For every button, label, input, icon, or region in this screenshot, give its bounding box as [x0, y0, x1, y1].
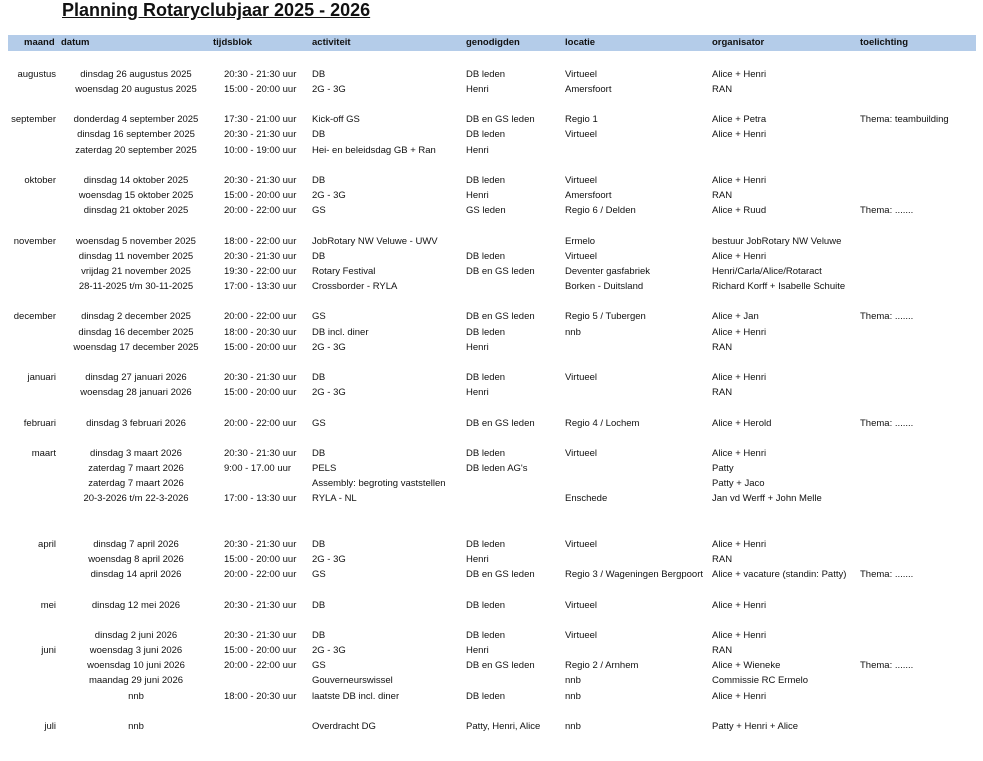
cell-activiteit: JobRotary NW Veluwe - UWV — [312, 236, 438, 247]
header-tijdsblok: tijdsblok — [213, 37, 253, 48]
cell-datum: dinsdag 2 juni 2026 — [94, 630, 178, 641]
cell-organisator: Alice + Wieneke — [712, 660, 781, 671]
cell-tijd: 20:00 - 22:00 uur — [224, 311, 297, 322]
cell-organisator: Alice + vacature (standin: Patty) — [712, 569, 847, 580]
cell-tijd: 18:00 - 22:00 uur — [224, 236, 297, 247]
cell-locatie: Regio 6 / Delden — [565, 205, 636, 216]
cell-datum: dinsdag 26 augustus 2025 — [80, 69, 192, 80]
cell-datum: nnb — [128, 721, 144, 732]
cell-datum: dinsdag 27 januari 2026 — [85, 372, 187, 383]
cell-locatie: Borken - Duitsland — [565, 281, 644, 292]
cell-tijd: 20:00 - 22:00 uur — [224, 569, 297, 580]
cell-datum: 20-3-2026 t/m 22-3-2026 — [83, 493, 189, 504]
cell-toelichting: Thema: ....... — [860, 311, 914, 322]
cell-locatie: Deventer gasfabriek — [565, 266, 651, 277]
cell-activiteit: DB — [312, 600, 326, 611]
cell-genodigden: Patty, Henri, Alice — [466, 721, 541, 732]
cell-maand: maart — [31, 448, 56, 459]
header-datum: datum — [61, 37, 90, 48]
cell-maand: december — [13, 311, 56, 322]
cell-locatie: Regio 2 / Arnhem — [565, 660, 639, 671]
header-toelichting: toelichting — [860, 37, 909, 48]
cell-maand: juli — [44, 721, 56, 732]
cell-locatie: nnb — [565, 721, 581, 732]
cell-locatie: Virtueel — [565, 630, 598, 641]
cell-locatie: Virtueel — [565, 129, 598, 140]
cell-tijd: 15:00 - 20:00 uur — [224, 190, 297, 201]
cell-tijd: 20:30 - 21:30 uur — [224, 539, 297, 550]
cell-activiteit: GS — [312, 569, 326, 580]
cell-toelichting: Thema: ....... — [860, 569, 914, 580]
cell-toelichting: Thema: teambuilding — [860, 114, 949, 125]
cell-organisator: Patty — [712, 463, 734, 474]
cell-datum: woensdag 3 juni 2026 — [89, 645, 183, 656]
cell-locatie: Enschede — [565, 493, 608, 504]
cell-activiteit: Overdracht DG — [312, 721, 376, 732]
cell-datum: woensdag 15 oktober 2025 — [78, 190, 194, 201]
cell-locatie: nnb — [565, 691, 581, 702]
cell-genodigden: DB leden — [466, 372, 506, 383]
cell-genodigden: DB leden — [466, 691, 506, 702]
cell-genodigden: DB en GS leden — [466, 418, 535, 429]
cell-datum: woensdag 20 augustus 2025 — [75, 84, 197, 95]
cell-organisator: RAN — [712, 645, 733, 656]
cell-genodigden: Henri — [466, 190, 489, 201]
cell-organisator: Alice + Petra — [712, 114, 767, 125]
cell-locatie: Amersfoort — [565, 84, 612, 95]
cell-tijd: 20:30 - 21:30 uur — [224, 448, 297, 459]
cell-genodigden: DB leden — [466, 630, 506, 641]
cell-tijd: 20:30 - 21:30 uur — [224, 69, 297, 80]
header-locatie: locatie — [565, 37, 596, 48]
cell-genodigden: DB en GS leden — [466, 114, 535, 125]
cell-genodigden: DB leden — [466, 327, 506, 338]
cell-datum: woensdag 5 november 2025 — [76, 236, 196, 247]
cell-genodigden: DB en GS leden — [466, 266, 535, 277]
cell-maand: juni — [41, 645, 56, 656]
cell-locatie: Virtueel — [565, 539, 598, 550]
cell-locatie: Regio 5 / Tubergen — [565, 311, 646, 322]
cell-organisator: RAN — [712, 342, 733, 353]
cell-organisator: bestuur JobRotary NW Veluwe — [712, 236, 842, 247]
cell-locatie: Virtueel — [565, 600, 598, 611]
cell-datum: nnb — [128, 691, 144, 702]
cell-genodigden: Henri — [466, 145, 489, 156]
cell-datum: dinsdag 16 september 2025 — [77, 129, 195, 140]
cell-maand: september — [11, 114, 56, 125]
cell-locatie: nnb — [565, 675, 581, 686]
cell-organisator: Alice + Henri — [712, 372, 767, 383]
cell-activiteit: DB — [312, 251, 326, 262]
cell-genodigden: DB leden AG's — [466, 463, 528, 474]
header-activiteit: activiteit — [312, 37, 351, 48]
cell-organisator: Commissie RC Ermelo — [712, 675, 809, 686]
cell-activiteit: 2G - 3G — [312, 342, 346, 353]
cell-genodigden: DB en GS leden — [466, 311, 535, 322]
cell-tijd: 20:30 - 21:30 uur — [224, 129, 297, 140]
cell-activiteit: RYLA - NL — [312, 493, 357, 504]
cell-activiteit: Hei- en beleidsdag GB + Ran — [312, 145, 436, 156]
cell-datum: dinsdag 7 april 2026 — [93, 539, 179, 550]
cell-tijd: 10:00 - 19:00 uur — [224, 145, 297, 156]
cell-datum: 28-11-2025 t/m 30-11-2025 — [78, 281, 194, 292]
cell-tijd: 19:30 - 22:00 uur — [224, 266, 297, 277]
header-maand: maand — [24, 37, 55, 48]
cell-activiteit: DB — [312, 539, 326, 550]
cell-tijd: 18:00 - 20:30 uur — [224, 327, 297, 338]
cell-tijd: 20:00 - 22:00 uur — [224, 205, 297, 216]
cell-tijd: 20:30 - 21:30 uur — [224, 372, 297, 383]
cell-activiteit: DB — [312, 372, 326, 383]
cell-locatie: Regio 1 — [565, 114, 598, 125]
cell-organisator: Patty + Jaco — [712, 478, 765, 489]
cell-tijd: 15:00 - 20:00 uur — [224, 554, 297, 565]
cell-datum: dinsdag 12 mei 2026 — [91, 600, 181, 611]
cell-organisator: Alice + Henri — [712, 69, 767, 80]
cell-genodigden: Henri — [466, 84, 489, 95]
cell-locatie: Virtueel — [565, 251, 598, 262]
cell-datum: vrijdag 21 november 2025 — [81, 266, 191, 277]
cell-maand: januari — [27, 372, 56, 383]
cell-locatie: Virtueel — [565, 448, 598, 459]
cell-organisator: Alice + Henri — [712, 448, 767, 459]
cell-organisator: Alice + Henri — [712, 129, 767, 140]
cell-activiteit: Assembly: begroting vaststellen — [312, 478, 446, 489]
cell-activiteit: Crossborder - RYLA — [312, 281, 398, 292]
cell-activiteit: DB — [312, 630, 326, 641]
cell-datum: zaterdag 7 maart 2026 — [88, 463, 184, 474]
cell-organisator: Alice + Ruud — [712, 205, 767, 216]
cell-organisator: RAN — [712, 554, 733, 565]
cell-genodigden: DB leden — [466, 448, 506, 459]
cell-genodigden: Henri — [466, 387, 489, 398]
cell-activiteit: DB — [312, 175, 326, 186]
cell-activiteit: 2G - 3G — [312, 387, 346, 398]
cell-genodigden: Henri — [466, 342, 489, 353]
cell-organisator: Alice + Henri — [712, 539, 767, 550]
cell-tijd: 20:30 - 21:30 uur — [224, 630, 297, 641]
cell-tijd: 15:00 - 20:00 uur — [224, 645, 297, 656]
cell-genodigden: Henri — [466, 645, 489, 656]
cell-tijd: 20:30 - 21:30 uur — [224, 175, 297, 186]
cell-organisator: Alice + Henri — [712, 691, 767, 702]
cell-organisator: Alice + Henri — [712, 600, 767, 611]
cell-organisator: Patty + Henri + Alice — [712, 721, 799, 732]
cell-locatie: Virtueel — [565, 372, 598, 383]
cell-activiteit: 2G - 3G — [312, 84, 346, 95]
cell-genodigden: DB leden — [466, 69, 506, 80]
cell-datum: dinsdag 3 februari 2026 — [86, 418, 186, 429]
cell-activiteit: 2G - 3G — [312, 645, 346, 656]
cell-organisator: Alice + Jan — [712, 311, 759, 322]
cell-toelichting: Thema: ....... — [860, 205, 914, 216]
cell-tijd: 17:00 - 13:30 uur — [224, 493, 297, 504]
cell-maand: februari — [23, 418, 56, 429]
cell-tijd: 15:00 - 20:00 uur — [224, 342, 297, 353]
page-title: Planning Rotaryclubjaar 2025 - 2026 — [62, 0, 371, 20]
cell-tijd: 17:30 - 21:00 uur — [224, 114, 297, 125]
cell-organisator: Alice + Henri — [712, 251, 767, 262]
cell-locatie: Regio 3 / Wageningen Bergpoort — [565, 569, 704, 580]
cell-activiteit: DB — [312, 129, 326, 140]
cell-datum: maandag 29 juni 2026 — [88, 675, 184, 686]
cell-datum: woensdag 17 december 2025 — [73, 342, 199, 353]
cell-genodigden: DB leden — [466, 251, 506, 262]
cell-locatie: Virtueel — [565, 175, 598, 186]
cell-tijd: 20:30 - 21:30 uur — [224, 251, 297, 262]
cell-activiteit: GS — [312, 205, 326, 216]
cell-maand: mei — [40, 600, 56, 611]
cell-datum: zaterdag 20 september 2025 — [75, 145, 197, 156]
cell-maand: augustus — [17, 69, 56, 80]
cell-activiteit: GS — [312, 311, 326, 322]
cell-activiteit: GS — [312, 418, 326, 429]
cell-toelichting: Thema: ....... — [860, 418, 914, 429]
cell-maand: oktober — [24, 175, 56, 186]
cell-locatie: Virtueel — [565, 69, 598, 80]
cell-genodigden: Henri — [466, 554, 489, 565]
cell-organisator: Alice + Henri — [712, 630, 767, 641]
cell-maand: november — [13, 236, 56, 247]
cell-genodigden: GS leden — [466, 205, 506, 216]
header-genodigden: genodigden — [466, 37, 520, 48]
cell-datum: dinsdag 2 december 2025 — [81, 311, 191, 322]
cell-tijd: 18:00 - 20:30 uur — [224, 691, 297, 702]
cell-activiteit: DB — [312, 448, 326, 459]
cell-activiteit: 2G - 3G — [312, 554, 346, 565]
cell-activiteit: DB incl. diner — [312, 327, 369, 338]
cell-genodigden: DB leden — [466, 539, 506, 550]
cell-tijd: 9:00 - 17.00 uur — [224, 463, 292, 474]
cell-tijd: 20:00 - 22:00 uur — [224, 418, 297, 429]
cell-activiteit: Rotary Festival — [312, 266, 376, 277]
cell-tijd: 17:00 - 13:30 uur — [224, 281, 297, 292]
cell-locatie: Ermelo — [565, 236, 596, 247]
cell-datum: woensdag 10 juni 2026 — [87, 660, 185, 671]
cell-locatie: Amersfoort — [565, 190, 612, 201]
cell-activiteit: PELS — [312, 463, 337, 474]
cell-activiteit: Gouverneurswissel — [312, 675, 393, 686]
cell-datum: dinsdag 11 november 2025 — [78, 251, 194, 262]
cell-activiteit: Kick-off GS — [312, 114, 360, 125]
cell-genodigden: DB leden — [466, 600, 506, 611]
cell-organisator: RAN — [712, 84, 733, 95]
cell-organisator: Alice + Henri — [712, 327, 767, 338]
cell-organisator: Alice + Henri — [712, 175, 767, 186]
cell-datum: zaterdag 7 maart 2026 — [88, 478, 184, 489]
cell-activiteit: DB — [312, 69, 326, 80]
cell-tijd: 20:30 - 21:30 uur — [224, 600, 297, 611]
cell-datum: donderdag 4 september 2025 — [73, 114, 199, 125]
cell-organisator: Richard Korff + Isabelle Schuite — [712, 281, 846, 292]
cell-datum: dinsdag 14 oktober 2025 — [83, 175, 189, 186]
cell-organisator: RAN — [712, 387, 733, 398]
cell-organisator: Alice + Herold — [712, 418, 772, 429]
cell-datum: dinsdag 14 april 2026 — [90, 569, 182, 580]
cell-tijd: 20:00 - 22:00 uur — [224, 660, 297, 671]
cell-datum: woensdag 8 april 2026 — [88, 554, 184, 565]
cell-locatie: nnb — [565, 327, 581, 338]
cell-genodigden: DB en GS leden — [466, 569, 535, 580]
cell-toelichting: Thema: ....... — [860, 660, 914, 671]
cell-datum: dinsdag 16 december 2025 — [78, 327, 194, 338]
cell-organisator: RAN — [712, 190, 733, 201]
cell-maand: april — [38, 539, 56, 550]
cell-datum: dinsdag 3 maart 2026 — [90, 448, 182, 459]
cell-organisator: Jan vd Werff + John Melle — [712, 493, 822, 504]
cell-genodigden: DB leden — [466, 175, 506, 186]
cell-datum: woensdag 28 januari 2026 — [80, 387, 192, 398]
header-organisator: organisator — [712, 37, 765, 48]
cell-genodigden: DB leden — [466, 129, 506, 140]
cell-activiteit: laatste DB incl. diner — [312, 691, 400, 702]
cell-locatie: Regio 4 / Lochem — [565, 418, 640, 429]
cell-organisator: Henri/Carla/Alice/Rotaract — [712, 266, 822, 277]
cell-tijd: 15:00 - 20:00 uur — [224, 387, 297, 398]
cell-activiteit: 2G - 3G — [312, 190, 346, 201]
cell-genodigden: DB en GS leden — [466, 660, 535, 671]
cell-datum: dinsdag 21 oktober 2025 — [83, 205, 189, 216]
cell-tijd: 15:00 - 20:00 uur — [224, 84, 297, 95]
cell-activiteit: GS — [312, 660, 326, 671]
